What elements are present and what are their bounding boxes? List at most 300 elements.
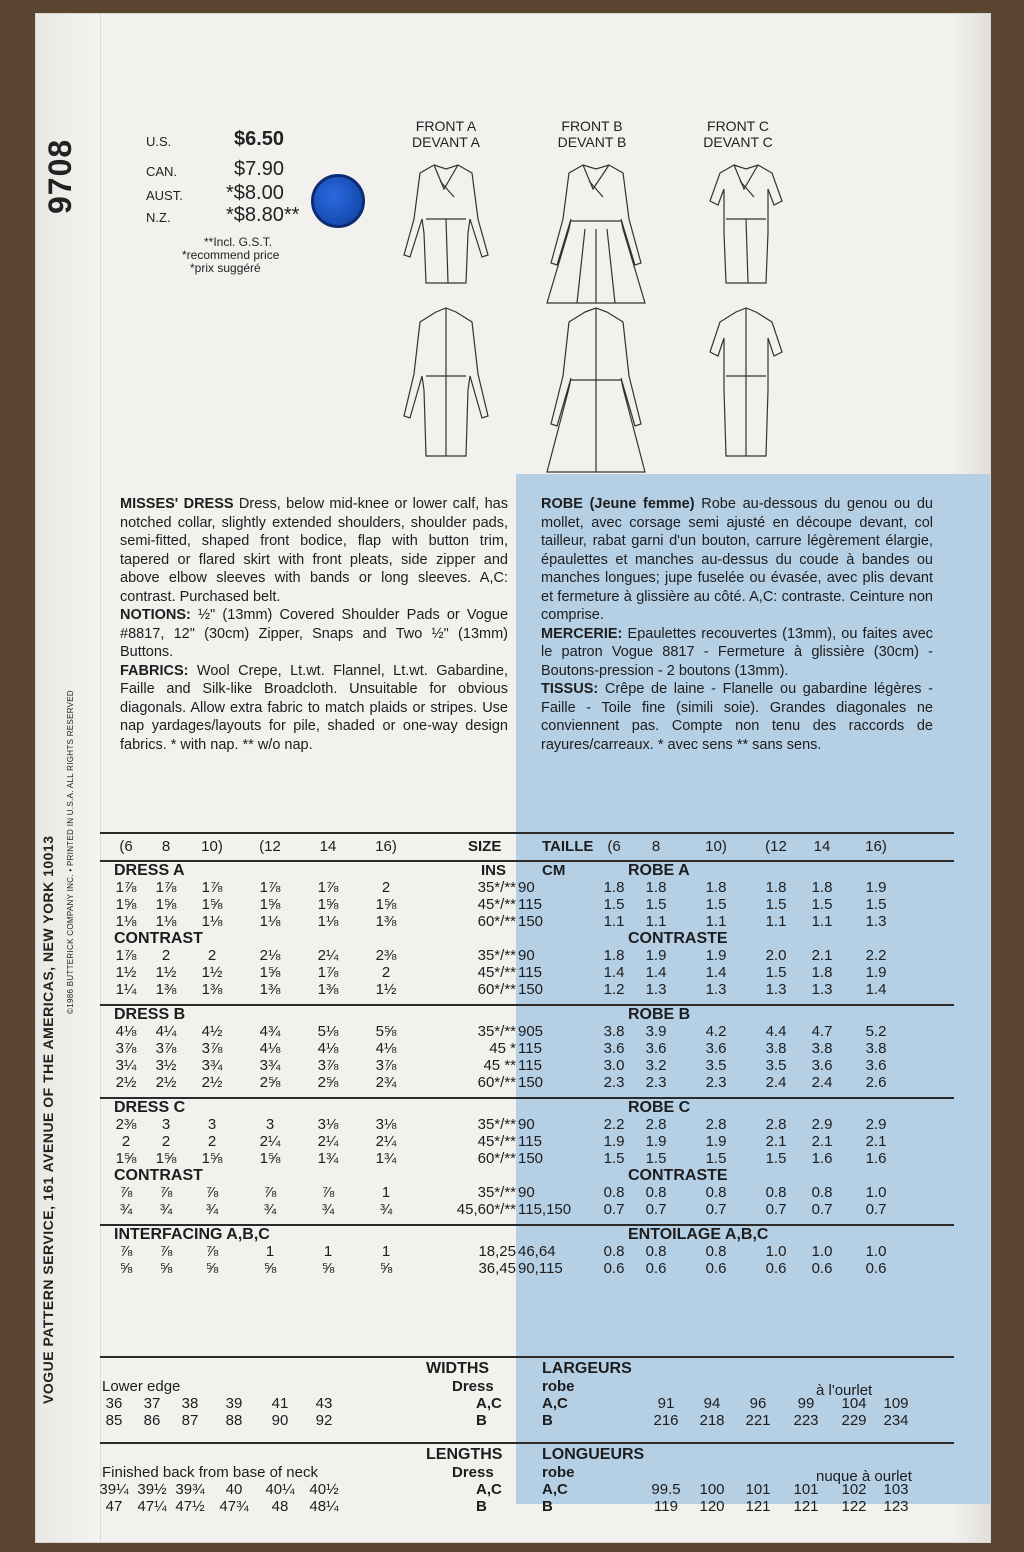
width-ins: 45*/** (477, 896, 516, 913)
width-ins: 35*/** (477, 947, 516, 964)
lengths-cell-en: 47 (105, 1498, 123, 1515)
yardage-cell-fr: 3.5 (765, 1057, 787, 1074)
yardage-cell-en: 1 (265, 1243, 275, 1260)
yardage-cell-en: 2½ (155, 1074, 177, 1091)
pattern-number: 9708 (42, 138, 78, 214)
yardage-cell-en: 2¼ (375, 1133, 397, 1150)
yardage-cell-fr: 3.8 (765, 1040, 787, 1057)
yardage-cell-fr: 1.9 (645, 947, 667, 964)
width-ins: 45 * (489, 1040, 516, 1057)
yardage-cell-fr: 3.9 (645, 1023, 667, 1040)
width-ins: 60*/** (477, 1150, 516, 1167)
yardage-cell-fr: 1.9 (865, 964, 887, 981)
width-cm: 90 (518, 1116, 535, 1133)
yardage-cell-fr: 2.8 (705, 1116, 727, 1133)
yardage-cell-en: 2 (381, 879, 391, 896)
yardage-cell-en: 1⅞ (115, 879, 137, 896)
lengths-cell-en: 47¼ (137, 1498, 167, 1515)
width-cm: 115 (518, 1040, 542, 1057)
fabrics-label: TISSUS: (541, 681, 599, 697)
width-ins: 35*/** (477, 879, 516, 896)
yardage-cell-en: 1⅝ (317, 896, 339, 913)
yardage-cell-en: ⅞ (321, 1184, 335, 1201)
yardage-cell-fr: 1.0 (811, 1243, 833, 1260)
yardage-cell-fr: 1.4 (645, 964, 667, 981)
yardage-cell-en: 2 (381, 964, 391, 981)
yardage-cell-en: 2⅜ (115, 1116, 137, 1133)
yardage-cell-fr: 3.8 (865, 1040, 887, 1057)
yardage-cell-fr: 1.5 (603, 1150, 625, 1167)
yardage-cell-en: 1⅜ (259, 981, 281, 998)
section-label-fr: ROBE B (628, 1006, 691, 1023)
yardage-cell-en: 3⅛ (317, 1116, 339, 1133)
yardage-cell-fr: 1.9 (865, 879, 887, 896)
width-cm: 150 (518, 1150, 544, 1167)
lengths-subtitle-en: Finished back from base of neck (102, 1464, 318, 1481)
size-header-fr: 14 (813, 838, 831, 855)
yardage-cell-fr: 1.5 (603, 896, 625, 913)
size-header-en: 10) (201, 838, 223, 855)
yardage-cell-fr: 1.3 (705, 981, 727, 998)
lengths-subtitle-fr: nuque à ourlet (816, 1468, 912, 1485)
lengths-title-en: LENGTHS (426, 1446, 503, 1463)
width-cm: 150 (518, 913, 544, 930)
size-header-fr: (12 (765, 838, 787, 855)
size-header-en: 8 (161, 838, 171, 855)
yardage-cell-fr: 1.5 (811, 896, 833, 913)
yardage-cell-fr: 3.6 (811, 1057, 833, 1074)
section-label-fr: ENTOILAGE A,B,C (628, 1226, 769, 1243)
width-cm: 90 (518, 947, 535, 964)
ins-label: INS (481, 862, 507, 879)
yardage-cell-fr: 1.5 (765, 964, 787, 981)
widths-cell-fr: 104 (841, 1395, 867, 1412)
yardage-cell-en: 3 (161, 1116, 171, 1133)
yardage-cell-en: 1⅛ (201, 913, 223, 930)
width-cm: 115 (518, 896, 542, 913)
yardage-cell-fr: 2.0 (765, 947, 787, 964)
yardage-cell-fr: 2.8 (645, 1116, 667, 1133)
pattern-envelope-back (36, 14, 990, 1542)
widths-cell-fr: 216 (653, 1412, 679, 1429)
lengths-view: A,C (476, 1481, 502, 1498)
yardage-cell-en: 1¾ (317, 1150, 339, 1167)
width-ins: 35*/** (477, 1023, 516, 1040)
price-note: *recommend price (182, 248, 280, 262)
yardage-cell-fr: 2.9 (865, 1116, 887, 1133)
yardage-cell-fr: 1.9 (705, 1133, 727, 1150)
yardage-cell-fr: 2.2 (865, 947, 887, 964)
width-ins: 35*/** (477, 1116, 516, 1133)
description-body: Robe au-dessous du genou ou du mollet, avec corsage semi ajusté en découpe devant, col tailleur, rabat garni d'un bouton, carrure légèrement élargie, épaulettes et manches au-dessus du coude à bandes ou manches longues; jupe fuselée ou évasée, avec plis devant et fermeture à glissière au côté. A,C: contraste. Ceinture non comprise. (541, 496, 933, 623)
yardage-cell-fr: 0.8 (705, 1184, 727, 1201)
price-note: *prix suggéré (190, 261, 261, 275)
yardage-cell-en: 3¼ (115, 1057, 137, 1074)
yardage-cell-en: 1⅞ (201, 879, 223, 896)
yardage-cell-en: 3¾ (201, 1057, 223, 1074)
yardage-cell-fr: 0.8 (645, 1184, 667, 1201)
lengths-robe-label: robe (542, 1464, 575, 1481)
yardage-cell-fr: 2.4 (811, 1074, 833, 1091)
copyright-line: ©1986 BUTTERICK COMPANY INC. • PRINTED IN U.S.A. ALL RIGHTS RESERVED (66, 690, 75, 1014)
width-cm: 150 (518, 1074, 544, 1091)
yardage-cell-en: 2⅛ (259, 947, 281, 964)
lengths-cell-fr: 120 (699, 1498, 725, 1515)
yardage-cell-fr: 2.1 (865, 1133, 887, 1150)
yardage-cell-fr: 0.6 (603, 1260, 625, 1277)
yardage-cell-fr: 0.6 (765, 1260, 787, 1277)
widths-robe-label: robe (542, 1378, 575, 1395)
yardage-cell-en: 1⅝ (259, 964, 281, 981)
publisher-address: VOGUE PATTERN SERVICE, 161 AVENUE OF THE AMERICAS, NEW YORK 10013 (40, 835, 56, 1404)
yardage-cell-en: 1⅛ (259, 913, 281, 930)
yardage-cell-en: 3⅛ (375, 1116, 397, 1133)
yardage-cell-fr: 1.5 (705, 1150, 727, 1167)
widths-dress-label: Dress (452, 1378, 494, 1395)
section-label-fr: CONTRASTE (628, 1167, 728, 1184)
yardage-cell-en: 3⅞ (155, 1040, 177, 1057)
lengths-cell-en: 39¾ (175, 1481, 205, 1498)
yardage-cell-fr: 2.1 (811, 1133, 833, 1150)
yardage-cell-en: 4⅛ (375, 1040, 397, 1057)
width-cm: 46,64 (518, 1243, 556, 1260)
width-cm: 90,115 (518, 1260, 563, 1277)
view-caption-line: DEVANT C (703, 134, 773, 150)
section-label-en: INTERFACING A,B,C (114, 1226, 270, 1243)
yardage-cell-fr: 1.5 (645, 896, 667, 913)
lengths-view: B (476, 1498, 487, 1515)
yardage-cell-en: 1⅜ (317, 981, 339, 998)
yardage-cell-en: 4½ (201, 1023, 223, 1040)
lengths-cell-fr: 121 (745, 1498, 771, 1515)
widths-title-fr: LARGEURS (542, 1360, 632, 1377)
yardage-cell-fr: 1.3 (765, 981, 787, 998)
yardage-cell-en: 2 (121, 1133, 131, 1150)
yardage-cell-fr: 2.8 (765, 1116, 787, 1133)
table-rule (100, 1356, 954, 1358)
table-rule (100, 860, 954, 862)
yardage-cell-en: 2¼ (317, 947, 339, 964)
widths-cell-fr: 218 (699, 1412, 725, 1429)
yardage-cell-fr: 1.3 (865, 913, 887, 930)
yardage-cell-fr: 3.8 (603, 1023, 625, 1040)
lengths-cell-fr: 101 (745, 1481, 771, 1498)
widths-cell-en: 88 (225, 1412, 243, 1429)
widths-cell-en: 87 (181, 1412, 199, 1429)
size-label: SIZE (468, 838, 502, 855)
fabrics-text: Crêpe de laine - Flanelle ou gabardine légères - Faille - Toile fine (simili soie). Grandes diagonales ne conviennent pas. Compte non tenu des raccords de rayures/carreaux. * avec sens ** sans sens. (541, 681, 934, 753)
yardage-cell-fr: 1.1 (645, 913, 667, 930)
lengths-cell-en: 48¼ (309, 1498, 339, 1515)
yardage-cell-fr: 1.8 (645, 879, 667, 896)
yardage-cell-en: 1⅞ (259, 879, 281, 896)
width-ins: 45*/** (477, 964, 516, 981)
yardage-cell-fr: 2.3 (645, 1074, 667, 1091)
yardage-cell-en: 2½ (115, 1074, 137, 1091)
yardage-cell-fr: 1.0 (865, 1243, 887, 1260)
yardage-cell-en: ⅞ (119, 1184, 133, 1201)
yardage-cell-fr: 1.5 (865, 896, 887, 913)
widths-view-fr: B (542, 1412, 553, 1429)
yardage-cell-en: 1⅛ (155, 913, 177, 930)
yardage-cell-fr: 0.7 (705, 1201, 727, 1218)
notions-text: Epaulettes recouvertes (13mm), ou faites avec le patron Vogue 8817 - Fermeture à glissière (30cm) - Boutons-pression - 2 boutons (13mm). (541, 625, 934, 679)
section-label-en: DRESS B (114, 1006, 186, 1023)
lengths-cell-fr: 121 (793, 1498, 819, 1515)
yardage-cell-en: 2 (207, 947, 217, 964)
widths-view-fr: A,C (542, 1395, 568, 1412)
yardage-cell-en: ¾ (159, 1201, 173, 1218)
yardage-cell-en: ⅞ (119, 1243, 133, 1260)
yardage-cell-fr: 2.1 (811, 947, 833, 964)
price-label: N.Z. (146, 210, 171, 225)
yardage-cell-fr: 1.8 (765, 879, 787, 896)
yardage-cell-en: 1 (323, 1243, 333, 1260)
yardage-cell-fr: 0.7 (645, 1201, 667, 1218)
yardage-cell-en: 4⅛ (115, 1023, 137, 1040)
size-header-en: (6 (119, 838, 133, 855)
yardage-cell-fr: 1.6 (865, 1150, 887, 1167)
description-body: Dress, below mid-knee or lower calf, has notched collar, slightly extended shoulders, shoulder pads, semi-fitted, shaped front bodice, flap with button trim, tapered or flared skirt with front pleats, side zipper and above elbow sleeves with bands or long sleeves. A,C: contrast. Purchased belt. (120, 496, 508, 605)
widths-cell-en: 43 (315, 1395, 333, 1412)
yardage-cell-en: ¾ (321, 1201, 335, 1218)
yardage-cell-fr: 1.3 (645, 981, 667, 998)
width-ins: 45*/** (477, 1133, 516, 1150)
width-cm: 115 (518, 964, 542, 981)
widths-title-en: WIDTHS (426, 1360, 490, 1377)
width-ins: 36,45 (478, 1260, 516, 1277)
yardage-cell-fr: 1.8 (811, 964, 833, 981)
widths-cell-fr: 99 (797, 1395, 815, 1412)
widths-view: B (476, 1412, 487, 1429)
notions-label: NOTIONS: (120, 607, 191, 623)
yardage-cell-en: ⅝ (379, 1260, 393, 1277)
lengths-cell-fr: 101 (793, 1481, 819, 1498)
yardage-cell-fr: 0.8 (603, 1184, 625, 1201)
lengths-cell-fr: 123 (883, 1498, 909, 1515)
yardage-cell-fr: 4.4 (765, 1023, 787, 1040)
section-label-fr: CONTRASTE (628, 930, 728, 947)
yardage-cell-fr: 1.9 (645, 1133, 667, 1150)
widths-cell-en: 92 (315, 1412, 333, 1429)
width-ins: 60*/** (477, 913, 516, 930)
widths-cell-en: 90 (271, 1412, 289, 1429)
yardage-cell-fr: 0.8 (645, 1243, 667, 1260)
price-label: AUST. (146, 188, 183, 203)
size-header-fr: 16) (865, 838, 887, 855)
yardage-cell-en: 3 (265, 1116, 275, 1133)
yardage-cell-en: 3⅞ (115, 1040, 137, 1057)
yardage-cell-en: 4⅛ (317, 1040, 339, 1057)
table-rule (100, 832, 954, 834)
yardage-cell-en: 2⅜ (375, 947, 397, 964)
section-label-en: CONTRAST (114, 930, 203, 947)
widths-cell-fr: 94 (703, 1395, 721, 1412)
yardage-cell-fr: 1.1 (603, 913, 625, 930)
lengths-cell-en: 39½ (137, 1481, 167, 1498)
yardage-cell-fr: 1.5 (765, 1150, 787, 1167)
view-caption-line: DEVANT B (557, 134, 627, 150)
yardage-cell-fr: 0.6 (811, 1260, 833, 1277)
yardage-cell-fr: 3.5 (705, 1057, 727, 1074)
widths-cell-fr: 109 (883, 1395, 909, 1412)
yardage-cell-en: 2¾ (375, 1074, 397, 1091)
yardage-cell-fr: 3.6 (705, 1040, 727, 1057)
width-ins: 18,25 (478, 1243, 516, 1260)
width-ins: 45,60*/** (456, 1201, 516, 1218)
section-label-en: DRESS A (114, 862, 185, 879)
yardage-cell-en: ⅞ (205, 1184, 219, 1201)
yardage-cell-en: ¾ (263, 1201, 277, 1218)
lengths-view-fr: A,C (542, 1481, 568, 1498)
widths-cell-fr: 221 (745, 1412, 771, 1429)
yardage-cell-en: ⅞ (159, 1243, 173, 1260)
yardage-cell-en: 1⅝ (259, 896, 281, 913)
yardage-cell-en: 1⅝ (201, 896, 223, 913)
view-caption-line: FRONT B (561, 118, 623, 134)
price-label: U.S. (146, 134, 172, 149)
yardage-cell-fr: 1.8 (811, 879, 833, 896)
yardage-cell-fr: 5.2 (865, 1023, 887, 1040)
lengths-cell-fr: 103 (883, 1481, 909, 1498)
lengths-dress-label: Dress (452, 1464, 494, 1481)
widths-cell-en: 36 (105, 1395, 123, 1412)
yardage-cell-en: 1⅞ (115, 947, 137, 964)
size-header-en: 14 (319, 838, 337, 855)
yardage-cell-en: 1 (381, 1243, 391, 1260)
yardage-cell-en: 1 (381, 1184, 391, 1201)
yardage-cell-fr: 2.4 (765, 1074, 787, 1091)
view-caption-line: FRONT A (415, 118, 477, 134)
size-header-en: 16) (375, 838, 397, 855)
yardage-cell-en: 1⅝ (259, 1150, 281, 1167)
yardage-cell-en: 4¼ (155, 1023, 177, 1040)
widths-view: A,C (476, 1395, 502, 1412)
size-header-fr: 10) (705, 838, 727, 855)
yardage-cell-en: ¾ (205, 1201, 219, 1218)
yardage-cell-fr: 0.7 (811, 1201, 833, 1218)
yardage-table (36, 14, 990, 1542)
lengths-title-fr: LONGUEURS (542, 1446, 645, 1463)
yardage-cell-fr: 1.3 (811, 981, 833, 998)
yardage-cell-en: 1⅛ (317, 913, 339, 930)
width-cm: 90 (518, 879, 535, 896)
yardage-cell-en: 1½ (155, 964, 177, 981)
yardage-cell-en: 5⅛ (317, 1023, 339, 1040)
widths-cell-en: 86 (143, 1412, 161, 1429)
price-label: CAN. (146, 164, 178, 179)
width-cm: 115 (518, 1133, 542, 1150)
yardage-cell-fr: 1.8 (705, 879, 727, 896)
widths-subtitle-fr: à l'ourlet (816, 1382, 873, 1399)
yardage-cell-en: ⅝ (321, 1260, 335, 1277)
price-value: $6.50 (234, 128, 285, 150)
yardage-cell-fr: 2.3 (603, 1074, 625, 1091)
yardage-cell-fr: 3.6 (603, 1040, 625, 1057)
yardage-cell-fr: 0.6 (865, 1260, 887, 1277)
yardage-cell-fr: 1.5 (765, 896, 787, 913)
yardage-cell-en: 1⅝ (155, 896, 177, 913)
yardage-cell-fr: 1.4 (865, 981, 887, 998)
size-header-en: (12 (259, 838, 281, 855)
size-header-fr: (6 (607, 838, 621, 855)
yardage-cell-en: 1⅝ (115, 896, 137, 913)
yardage-cell-en: 2¼ (259, 1133, 281, 1150)
yardage-cell-en: 3¾ (259, 1057, 281, 1074)
description-title: MISSES' DRESS (120, 496, 234, 512)
fabrics-text: Wool Crepe, Lt.wt. Flannel, Lt.wt. Gabardine, Faille and Silk-like Broadcloth. Unsuitable for obvious diagonals. Allow extra fabric to match plaids or stripes. Use nap yardages/layouts for pile, shaded or one-way design fabrics. * with nap. ** w/o nap. (120, 662, 508, 753)
yardage-cell-en: 1⅝ (201, 1150, 223, 1167)
view-caption-line: FRONT C (707, 118, 769, 134)
yardage-cell-en: 3⅞ (375, 1057, 397, 1074)
yardage-cell-fr: 1.9 (705, 947, 727, 964)
yardage-cell-en: 5⅝ (375, 1023, 397, 1040)
yardage-cell-en: ⅞ (205, 1243, 219, 1260)
section-label-en: DRESS C (114, 1099, 186, 1116)
fabrics-label: FABRICS: (120, 662, 189, 679)
yardage-cell-en: ⅝ (263, 1260, 277, 1277)
width-ins: 60*/** (477, 1074, 516, 1091)
yardage-cell-en: 4⅛ (259, 1040, 281, 1057)
yardage-cell-fr: 0.7 (865, 1201, 887, 1218)
yardage-cell-fr: 3.8 (811, 1040, 833, 1057)
yardage-cell-fr: 1.0 (765, 1243, 787, 1260)
yardage-cell-fr: 0.6 (705, 1260, 727, 1277)
yardage-cell-en: ⅝ (119, 1260, 133, 1277)
lengths-cell-fr: 102 (841, 1481, 867, 1498)
widths-cell-en: 39 (225, 1395, 243, 1412)
yardage-cell-en: 2¼ (317, 1133, 339, 1150)
yardage-cell-en: 2⅝ (259, 1074, 281, 1091)
table-rule (100, 1004, 954, 1006)
yardage-cell-fr: 2.6 (865, 1074, 887, 1091)
yardage-cell-fr: 1.4 (705, 964, 727, 981)
yardage-cell-en: 1½ (375, 981, 397, 998)
yardage-cell-en: 3⅞ (317, 1057, 339, 1074)
yardage-cell-fr: 1.1 (811, 913, 833, 930)
yardage-cell-fr: 2.3 (705, 1074, 727, 1091)
yardage-cell-en: ⅝ (205, 1260, 219, 1277)
widths-cell-fr: 223 (793, 1412, 819, 1429)
lengths-cell-fr: 99.5 (651, 1481, 681, 1498)
widths-cell-en: 37 (143, 1395, 161, 1412)
yardage-cell-fr: 4.2 (705, 1023, 727, 1040)
widths-cell-en: 38 (181, 1395, 199, 1412)
yardage-cell-fr: 0.8 (603, 1243, 625, 1260)
yardage-cell-en: 1⅝ (155, 1150, 177, 1167)
yardage-cell-en: 1¾ (375, 1150, 397, 1167)
yardage-cell-fr: 1.1 (705, 913, 727, 930)
yardage-cell-en: 1⅜ (375, 913, 397, 930)
lengths-cell-fr: 119 (654, 1498, 678, 1515)
width-cm: 90 (518, 1184, 535, 1201)
yardage-cell-fr: 3.0 (603, 1057, 625, 1074)
yardage-cell-fr: 0.6 (645, 1260, 667, 1277)
yardage-cell-en: 2 (161, 1133, 171, 1150)
width-ins: 45 ** (483, 1057, 516, 1074)
yardage-cell-fr: 3.6 (645, 1040, 667, 1057)
yardage-cell-en: ⅞ (159, 1184, 173, 1201)
yardage-cell-en: 1¼ (115, 981, 137, 998)
yardage-cell-fr: 1.0 (865, 1184, 887, 1201)
price-value: *$8.00 (226, 182, 284, 204)
yardage-cell-en: 1⅜ (201, 981, 223, 998)
section-label-en: CONTRAST (114, 1167, 203, 1184)
lengths-cell-en: 47¾ (219, 1498, 249, 1515)
yardage-cell-en: ¾ (119, 1201, 133, 1218)
lengths-view-fr: B (542, 1498, 553, 1515)
yardage-cell-fr: 3.2 (645, 1057, 667, 1074)
